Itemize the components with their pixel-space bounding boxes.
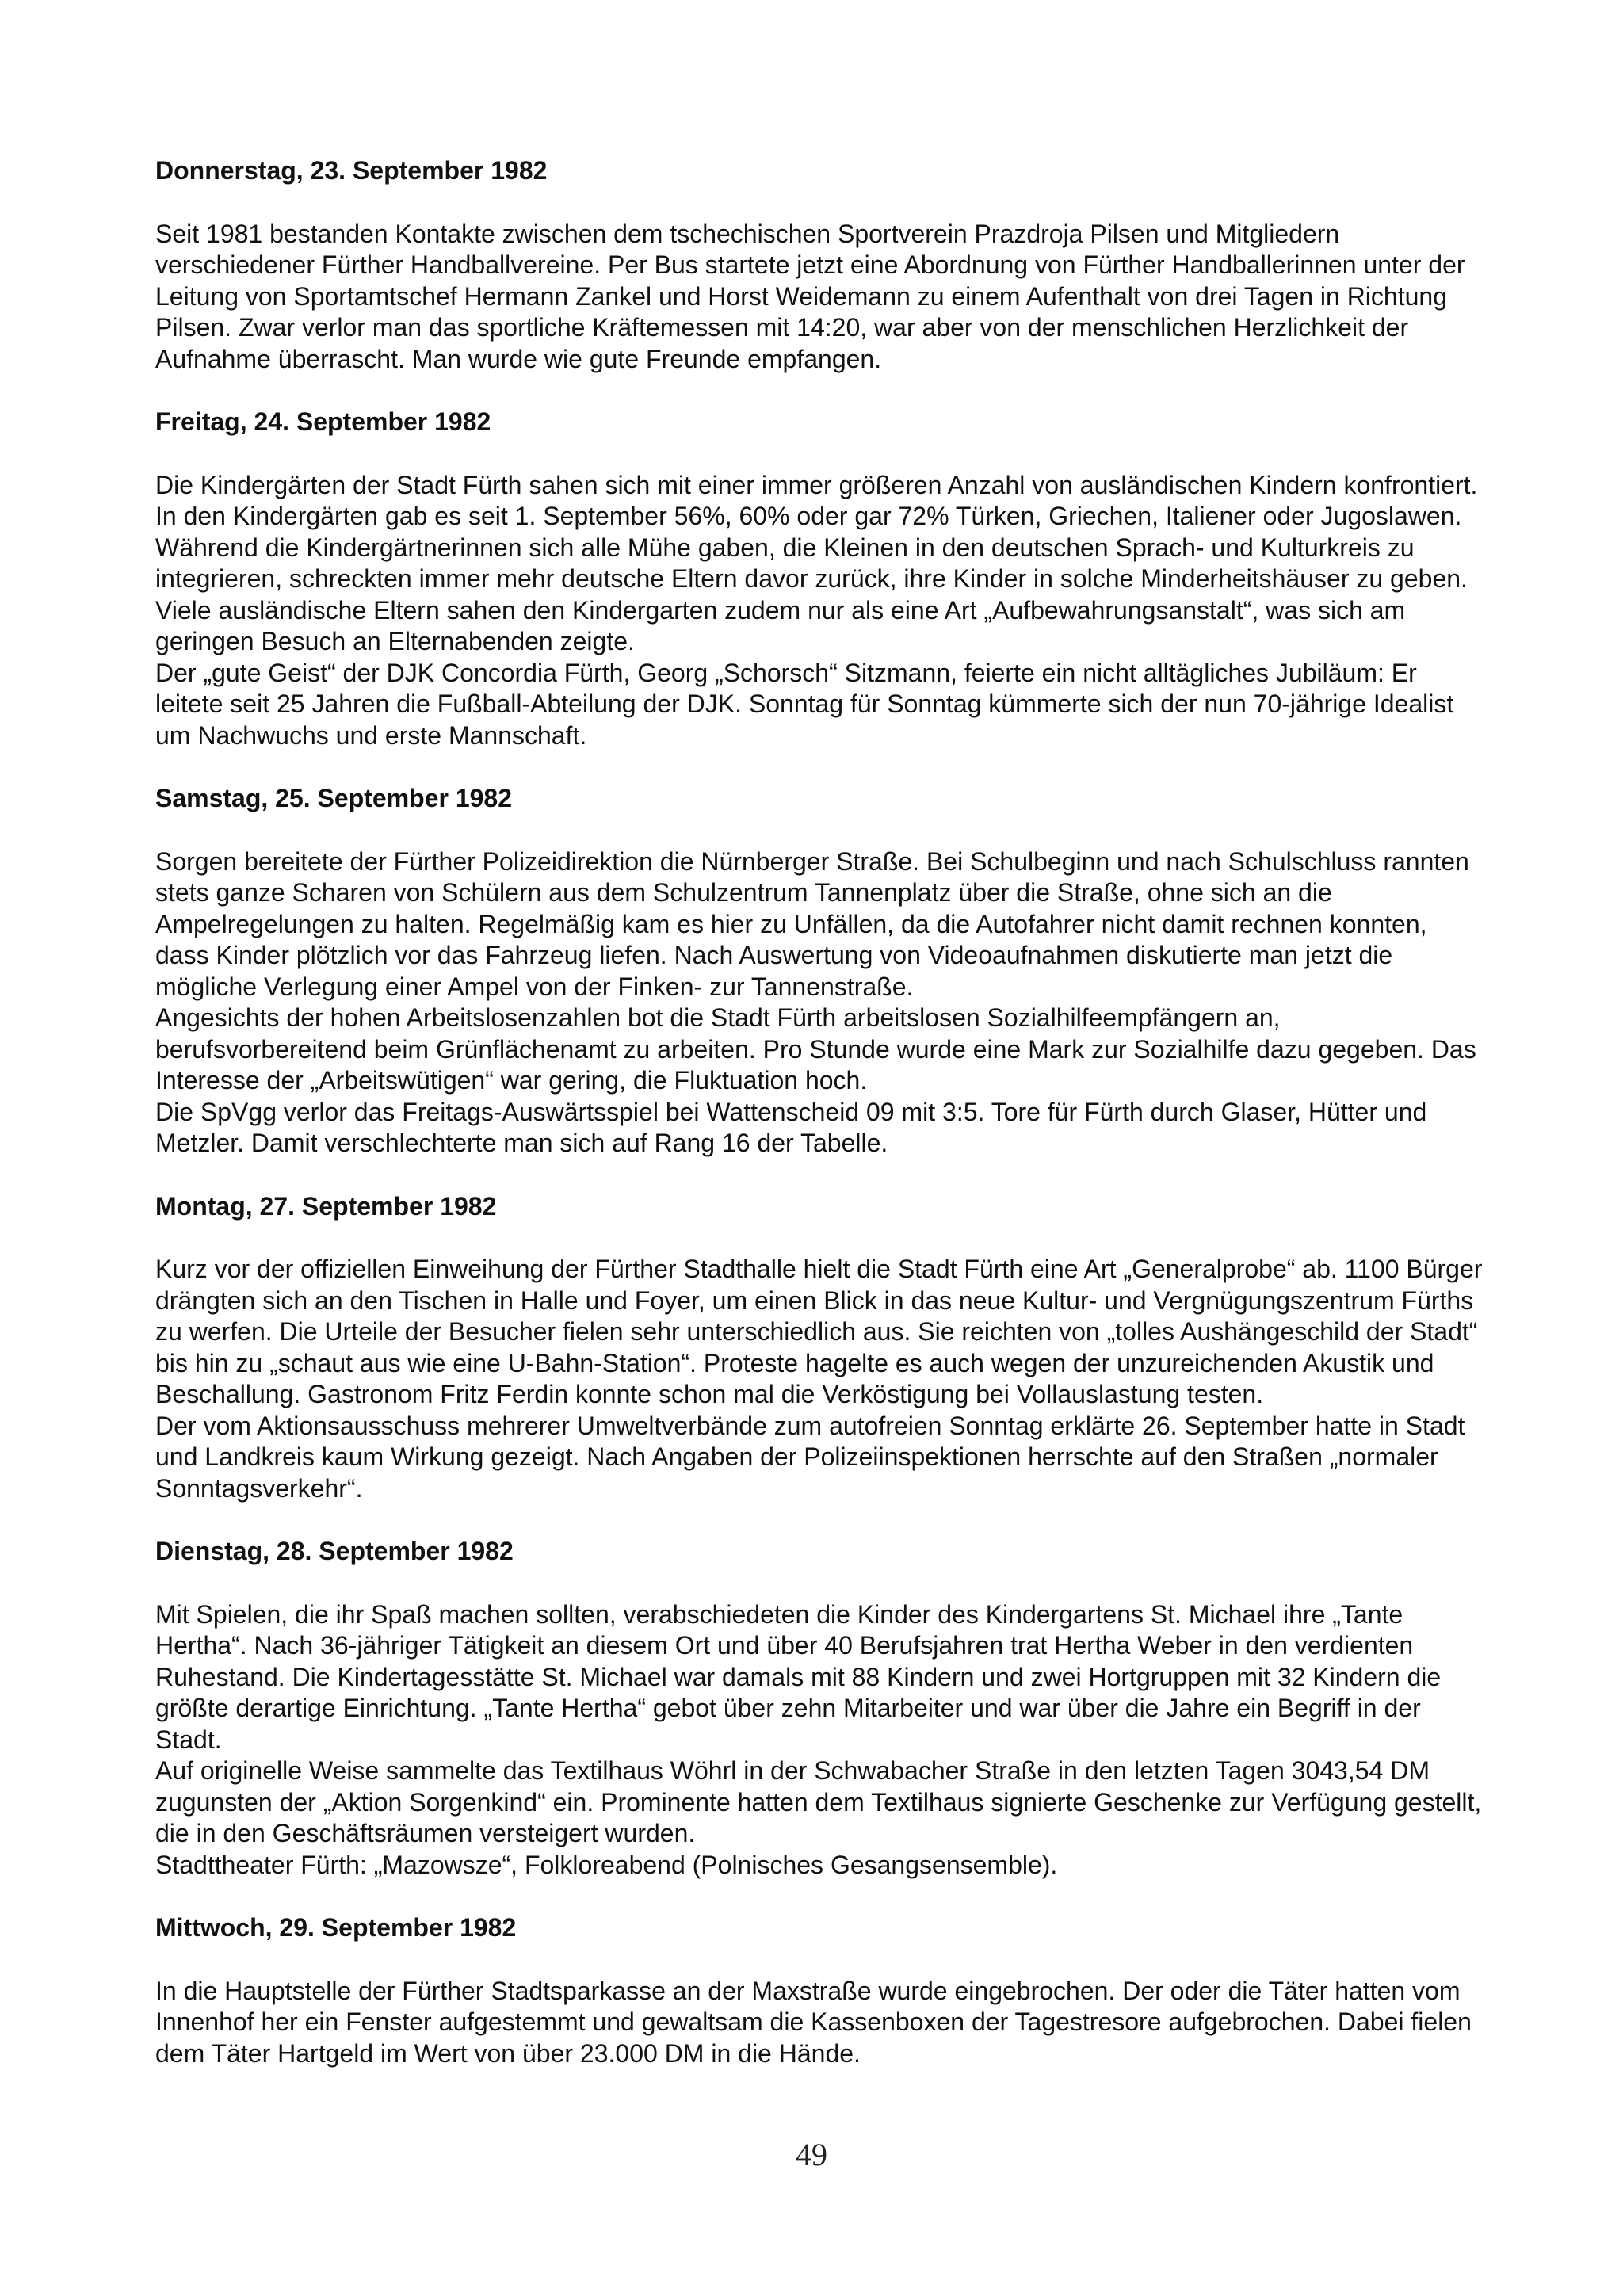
page-number: 49: [796, 2137, 827, 2172]
entry-paragraph: Seit 1981 bestanden Kontakte zwischen dem tschechischen Sportverein Prazdroja Pilsen und Mitgliedern verschiedener Fürther Handballvereine. Per Bus startete jetzt eine Abordnung von Fürther Handballerinnen unter der Leitung von Sportamtschef Hermann Zankel und Horst Weidemann zu einem Aufenthalt von drei Tagen in Richtung Pilsen. Zwar verlor man das sportliche Kräftemessen mit 14:20, war aber von der menschlichen Herzlichkeit der Aufnahme überrascht. Man wurde wie gute Freunde empfangen.: [155, 219, 1465, 373]
entry-paragraph: Sorgen bereitete der Fürther Polizeidirektion die Nürnberger Straße. Bei Schulbeginn und nach Schulschluss rannten stets ganze Scharen von Schülern aus dem Schulzentrum Tannenplatz über die Straße, ohne sich an die Ampelregelungen zu halten. Regelmäßig kam es hier zu Unfällen, da die Autofahrer nicht damit rechnen konnten, dass Kinder plötzlich vor das Fahrzeug liefen. Nach Auswertung von Videoaufnahmen diskutierte man jetzt die mögliche Verlegung einer Ampel von der Finken- zur Tannenstraße.: [155, 846, 1469, 1001]
entry-paragraph: In die Hauptstelle der Fürther Stadtsparkasse an der Maxstraße wurde eingebrochen. Der oder die Täter hatten vom Innenhof her ein Fenster aufgestemmt und gewaltsam die Kassenboxen der Tagestresore aufgebrochen. Dabei fielen dem Täter Hartgeld im Wert von über 23.000 DM in die Hände.: [155, 1976, 1472, 2068]
entry-date-heading: Freitag, 24. September 1982: [155, 407, 491, 436]
entry-date-heading: Montag, 27. September 1982: [155, 1191, 497, 1221]
entry-paragraph: Mit Spielen, die ihr Spaß machen sollten, verabschiedeten die Kinder des Kindergartens St. Michael ihre „Tante Hertha“. Nach 36-jähriger Tätigkeit an diesem Ort und über 40 Berufsjahren trat Hertha Weber in den verdienten Ruhestand. Die Kindertagesstätte St. Michael war damals mit 88 Kindern und zwei Hortgruppen mit 32 Kindern die größte derartige Einrichtung. „Tante Hertha“ gebot über zehn Mitarbeiter und war über die Jahre ein Begriff in der Stadt.: [155, 1599, 1442, 1754]
entry-date-heading: Donnerstag, 23. September 1982: [155, 156, 548, 185]
entry-paragraph: Angesichts der hohen Arbeitslosenzahlen bot die Stadt Fürth arbeitslosen Sozialhilfeempfängern an, berufsvorbereitend beim Grünflächenamt zu arbeiten. Pro Stunde wurde eine Mark zur Sozialhilfe dazu gegeben. Das Interesse der „Arbeitswütigen“ war gering, die Fluktuation hoch.: [155, 1003, 1476, 1095]
chronicle-entry: [155, 783, 1487, 1159]
chronicle-entry: [155, 1912, 1487, 2069]
entry-paragraph: Stadttheater Fürth: „Mazowsze“, Folkloreabend (Polnisches Gesangsensemble).: [155, 1850, 1058, 1879]
entry-paragraph: Auf originelle Weise sammelte das Textilhaus Wöhrl in der Schwabacher Straße in den letzten Tagen 3043,54 DM zugunsten der „Aktion Sorgenkind“ ein. Prominente hatten dem Textilhaus signierte Geschenke zur Verfügung gestellt, die in den Geschäftsräumen versteigert wurden.: [155, 1756, 1482, 1847]
chronicle-entry: [155, 155, 1487, 375]
entry-paragraph: Kurz vor der offiziellen Einweihung der Fürther Stadthalle hielt die Stadt Fürth eine Art „Generalprobe“ ab. 1100 Bürger drängten sich an den Tischen in Halle und Foyer, um einen Blick in das neue Kultur- und Vergnügungszentrum Fürths zu werfen. Die Urteile der Besucher fielen sehr unterschiedlich aus. Sie reichten von „tolles Aushängeschild der Stadt“ bis hin zu „schaut aus wie eine U-Bahn-Station“. Proteste hagelte es auch wegen der unzureichenden Akustik und Beschallung. Gastronom Fritz Ferdin konnte schon mal die Verköstigung bei Vollauslastung testen.: [155, 1255, 1483, 1408]
chronicle-entry: [155, 1191, 1487, 1505]
entry-paragraph: Der „gute Geist“ der DJK Concordia Fürth, Georg „Schorsch“ Sitzmann, feierte ein nicht alltägliches Jubiläum: Er leitete seit 25 Jahren die Fußball-Abteilung der DJK. Sonntag für Sonntag kümmerte sich der nun 70-jährige Idealist um Nachwuchs und erste Mannschaft.: [155, 658, 1454, 750]
entry-paragraph: Die SpVgg verlor das Freitags-Auswärtsspiel bei Wattenscheid 09 mit 3:5. Tore für Fürth durch Glaser, Hütter und Metzler. Damit verschlechterte man sich auf Rang 16 der Tabelle.: [155, 1097, 1427, 1157]
entry-paragraph: Der vom Aktionsausschuss mehrerer Umweltverbände zum autofreien Sonntag erklärte 26. September hatte in Stadt und Landkreis kaum Wirkung gezeigt. Nach Angaben der Polizeiinspektionen herrschte auf den Straßen „normaler Sonntagsverkehr“.: [155, 1411, 1465, 1503]
chronicle-entry: [155, 1536, 1487, 1881]
entry-date-heading: Samstag, 25. September 1982: [155, 784, 513, 812]
page-body: [155, 155, 1487, 2101]
entry-date-heading: Dienstag, 28. September 1982: [155, 1537, 514, 1565]
entry-paragraph: Die Kindergärten der Stadt Fürth sahen sich mit einer immer größeren Anzahl von ausländischen Kindern konfrontiert. In den Kindergärten gab es seit 1. September 56%, 60% oder gar 72% Türken, Griechen, Italiener oder Jugoslawen. Während die Kindergärtnerinnen sich alle Mühe gaben, die Kleinen in den deutschen Sprach- und Kulturkreis zu integrieren, schreckten immer mehr deutsche Eltern davor zurück, ihre Kinder in solche Minderheitshäuser zu geben. Viele ausländische Eltern sahen den Kindergarten zudem nur als eine Art „Aufbewahrungsanstalt“, was sich am geringen Besuch an Elternabenden zeigte.: [155, 470, 1478, 655]
entry-date-heading: Mittwoch, 29. September 1982: [155, 1913, 517, 1942]
chronicle-entry: [155, 407, 1487, 751]
